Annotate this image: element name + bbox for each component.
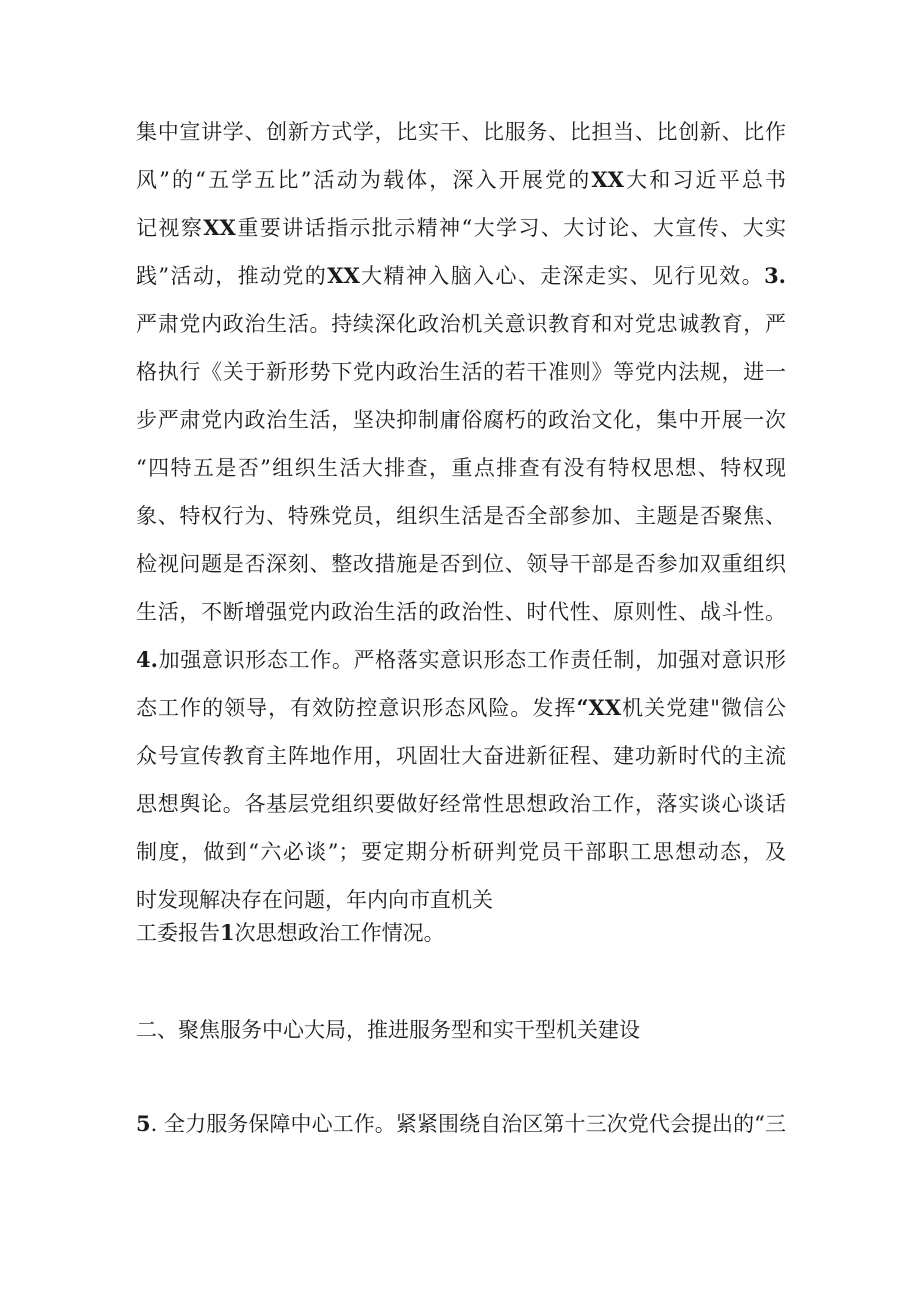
text-run: 次思想政治工作情况。	[234, 921, 445, 945]
text-line	[136, 262, 786, 290]
text-line	[136, 550, 786, 578]
text-run: XX	[591, 167, 624, 192]
text-line	[136, 406, 786, 434]
section-heading: 二、聚焦服务中心大局，推进服务型和实干型机关建设	[136, 1018, 640, 1042]
text-line	[136, 118, 786, 146]
text-line	[136, 694, 786, 722]
text-run: . 全力服务保障中心工作。紧紧围绕自治区第十三次党代会提出的“三	[150, 1112, 786, 1136]
text-run: 大和习近平总书	[623, 168, 786, 192]
text-line	[136, 646, 786, 674]
text-run: 4.	[136, 647, 158, 672]
text-run: “XX	[576, 695, 622, 720]
text-line	[136, 358, 786, 386]
text-run: 制度，做到“六必谈”；要定期分析研判党员干部职工思想动态，及	[136, 840, 786, 864]
text-line	[136, 166, 786, 194]
text-line	[136, 502, 786, 530]
text-run: 时发现解决存在问题，年内向市直机关	[136, 888, 493, 912]
text-run: 检视问题是否深刻、整改措施是否到位、领导干部是否参加双重组织	[136, 552, 786, 576]
text-run: 记视察	[136, 216, 204, 240]
text-run: 众号宣传教育主阵地作用，巩固壮大奋进新征程、建功新时代的主流	[136, 744, 786, 768]
text-line	[136, 838, 786, 866]
text-run: 态工作的领导，有效防控意识形态风险。发挥	[136, 696, 577, 720]
text-run: 践”活动，推动党的	[136, 264, 328, 288]
text-run: 3.	[764, 263, 786, 288]
text-run: 格执行《关于新形势下党内政治生活的若干准则》等党内法规，进一	[136, 360, 786, 384]
text-run: 步严肃党内政治生活，坚决抑制庸俗腐朽的政治文化，集中开展一次	[136, 408, 786, 432]
text-run: “四特五是否”组织生活大排查，重点排查有没有特权思想、特权现	[136, 456, 786, 480]
text-run: 象、特权行为、特殊党员，组织生活是否全部参加、主题是否聚焦、	[136, 504, 786, 528]
text-run: 风”的“五学五比”活动为载体，深入开展党的	[136, 168, 592, 192]
text-run: 集中宣讲学、创新方式学，比实干、比服务、比担当、比创新、比作	[136, 120, 786, 144]
text-run: XX	[203, 215, 236, 240]
text-line	[136, 886, 786, 914]
text-run: 思想舆论。各基层党组织要做好经常性思想政治工作，落实谈心谈话	[136, 792, 786, 816]
text-run: 重要讲话指示批示精神“大学习、大讨论、大宣传、大实	[235, 216, 787, 240]
text-line	[136, 790, 786, 818]
text-line	[136, 742, 786, 770]
text-line	[136, 598, 786, 626]
text-run: XX	[327, 263, 360, 288]
text-run: 严肃党内政治生活。持续深化政治机关意识教育和对党忠诚教育，严	[136, 312, 786, 336]
text-line	[136, 919, 786, 947]
text-run: 5	[136, 1111, 151, 1136]
item-5-line	[136, 1110, 786, 1138]
text-line	[136, 214, 786, 242]
text-line	[136, 310, 786, 338]
text-run: 1	[220, 920, 235, 945]
text-run: 大精神入脑入心、走深走实、见行见效。	[359, 264, 765, 288]
text-run: 工委报告	[136, 921, 220, 945]
text-run: 机关党建"微信公	[621, 696, 786, 720]
text-run: 加强意识形态工作。严格落实意识形态工作责任制，加强对意识形	[157, 648, 786, 672]
text-run: 生活，不断增强党内政治生活的政治性、时代性、原则性、战斗性。	[136, 600, 786, 624]
text-line	[136, 454, 786, 482]
